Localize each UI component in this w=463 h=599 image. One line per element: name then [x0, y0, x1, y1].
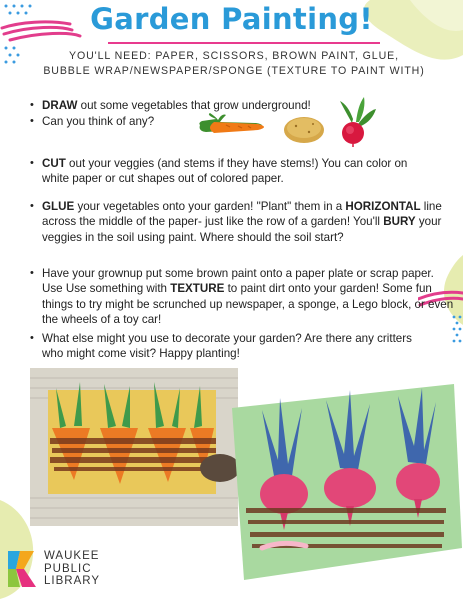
step-draw — [30, 98, 454, 113]
carrot-icon — [196, 113, 272, 141]
step-draw-text: out some vegetables that grow underground! — [77, 99, 311, 112]
step-glue — [30, 199, 454, 245]
step-glue-keyword: GLUE — [42, 200, 75, 213]
carrot-craft-photo — [30, 368, 238, 526]
bullet-dot: • — [30, 157, 34, 169]
step-decorate-text: What else might you use to decorate your garden? Are there any critters who might come visit? Happy planting! — [42, 332, 412, 361]
step-paint-text-1: Have your grownup put some brown paint onto a paper plate or scrap paper. Use Use something with — [42, 267, 434, 296]
step-glue-text-1: your vegetables onto your garden! "Plant" them in a — [74, 200, 346, 213]
step-paint-keyword: TEXTURE — [170, 282, 225, 296]
bullet-dot: • — [30, 99, 34, 111]
logo-line-3: LIBRARY — [44, 575, 101, 587]
step-cut-keyword: CUT — [42, 157, 66, 170]
radish-icon — [334, 95, 378, 147]
step-glue-text-2: line across the middle of the paper- just like the row of a garden! You'll — [42, 200, 442, 229]
title-underline — [108, 42, 380, 44]
step-cut-text: out your veggies (and stems if they have stems!) You can color on white paper or cut shapes out of colored paper. — [42, 157, 408, 186]
step-glue-keyword-2: HORIZONTAL — [345, 200, 421, 213]
radish-craft-photo — [222, 380, 462, 580]
bullet-dot: • — [30, 115, 34, 127]
step-think-text: Can you think of any? — [42, 115, 155, 128]
materials-line-2: BUBBLE WRAP/NEWSPAPER/SPONGE (TEXTURE TO PAINT WITH) — [43, 65, 425, 77]
step-paint-text-2: to paint dirt onto your garden! Some fun things to try might be scrunched up newspaper, a sponge, a Lego block, or even the wheels of a toy car! — [42, 282, 454, 327]
bullet-dot: • — [30, 267, 34, 279]
potato-icon — [282, 114, 326, 146]
step-decorate — [30, 331, 430, 362]
step-glue-text-3: your veggies in the soil using paint. Where should the soil start? — [42, 215, 442, 244]
logo-line-2: PUBLIC — [44, 562, 92, 575]
materials-line-1: YOU'LL NEED: PAPER, SCISSORS, BROWN PAINT, GLUE, — [69, 50, 399, 62]
step-paint — [30, 266, 454, 328]
bullet-dot: • — [30, 332, 34, 344]
step-draw-keyword: DRAW — [42, 99, 78, 112]
step-glue-keyword-3: BURY — [383, 215, 416, 229]
materials-needed — [14, 49, 454, 79]
bullet-dot: • — [30, 200, 34, 212]
library-logo-icon — [6, 549, 40, 589]
logo-line-1: WAUKEE — [44, 550, 100, 562]
page-title: Garden Painting! — [90, 2, 373, 36]
library-logo-text — [44, 550, 100, 588]
step-cut — [30, 156, 430, 187]
